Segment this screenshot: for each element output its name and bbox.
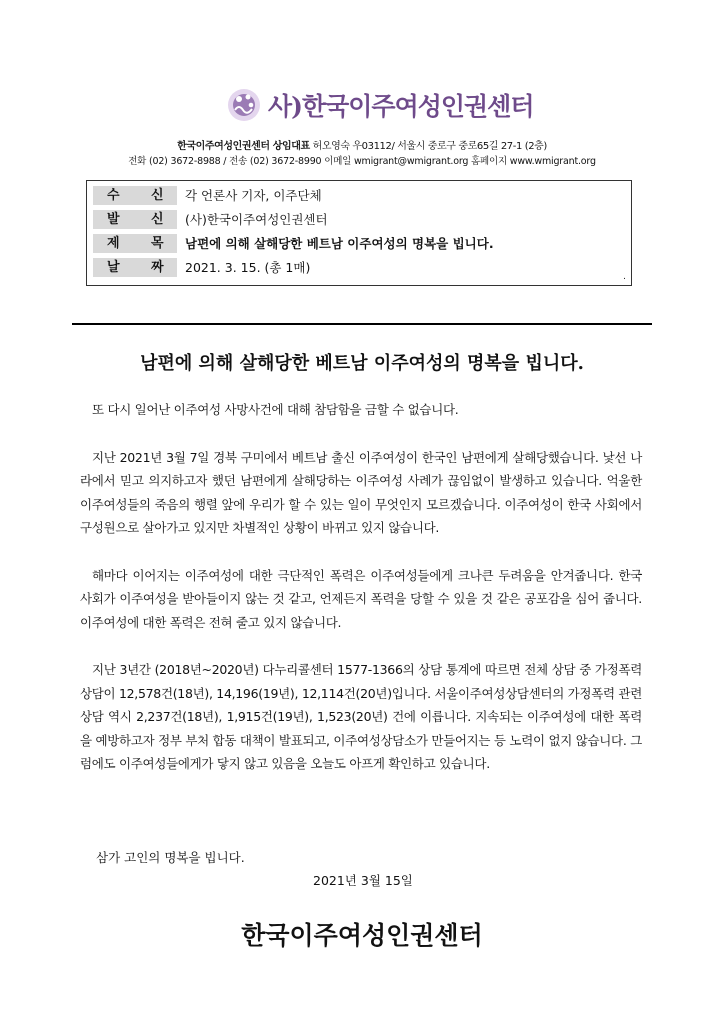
signature-organization: 한국이주여성인권센터: [241, 921, 483, 950]
letterhead: [0, 85, 724, 125]
contact-line-phone: 전화 (02) 3672-8988 / 전송 (02) 3672-8990 이메일 wmigrant@wmigrant.org 홈페이지 www.wmigrant.org: [128, 156, 596, 167]
paragraph-3: 해마다 이어지는 이주여성에 대한 극단적인 폭력은 이주여성들에게 크나큰 두려움을 안겨줍니다. 한국 사회가 이주여성을 받아들이지 않는 것 같고, 언제든지 폭력을 당할 수 있을 것 같은 공포감을 심어 줍니다. 이주여성에 대한 폭력은 전혀 줄고 있지 않습니다.: [80, 567, 642, 630]
info-label-date: 날 짜: [93, 258, 177, 277]
contact-address: 허오영숙 우03112/ 서울시 중로구 중로65길 27-1 (2층): [309, 141, 547, 152]
info-row-recipient: [93, 186, 623, 205]
paragraph-1: 또 다시 일어난 이주여성 사망사건에 대해 참담함을 금할 수 없습니다.: [92, 402, 459, 417]
info-table: [86, 180, 632, 286]
info-label-subject: 제 목: [93, 234, 177, 253]
info-value-sender: (사)한국이주여성인권센터: [185, 212, 328, 227]
contact-org-name: 한국이주여성인권센터 상임대표: [177, 141, 310, 152]
info-value-date: 2021. 3. 15. (총 1매): [185, 260, 311, 275]
info-row-subject: [93, 234, 623, 253]
contact-line-address: [0, 137, 724, 152]
document-body: [80, 398, 642, 776]
info-mark: .: [623, 272, 626, 282]
info-label-sender: 발 신: [93, 210, 177, 229]
divider-rule: [72, 323, 652, 325]
closing-remark: 삼가 고인의 명복을 빕니다.: [96, 850, 245, 865]
info-row-sender: [93, 210, 623, 229]
organization-logo-icon: [226, 88, 262, 122]
paragraph-4: 지난 3년간 (2018년~2020년) 다누리콜센터 1577-1366의 상담 통계에 따르면 전체 상담 중 가정폭력 상담이 12,578건(18년), 14,196(19년), 12,114건(20년)입니다. 서울이주여성상담센터의 가정폭력 관련 상담 역시 2,237건(18년), 1,915건(19년), 1,523(20년) 건에 이릅니다. 지속되는 이주여성에 대한 폭력을 예방하고자 정부 부처 합동 대책이 발표되고, 이주여성상담소가 만들어지는 등 노력이 없지 않습니다. 그럼에도 이주여성들에게가 닿지 않고 있음을 오늘도 아프게 확인하고 있습니다.: [80, 662, 642, 771]
document-date: 2021년 3월 15일: [313, 873, 413, 888]
organization-title: 사)한국이주여성인권센터: [268, 92, 534, 121]
info-label-recipient: 수 신: [93, 186, 177, 205]
document-title: 남편에 의해 살해당한 베트남 이주여성의 명복을 빕니다.: [140, 353, 584, 374]
info-value-recipient: 각 언론사 기자, 이주단체: [185, 188, 322, 203]
info-row-date: [93, 258, 623, 277]
info-value-subject: 남편에 의해 살해당한 베트남 이주여성의 명복을 빕니다.: [185, 236, 494, 251]
paragraph-2: 지난 2021년 3월 7일 경북 구미에서 베트남 출신 이주여성이 한국인 남편에게 살해당했습니다. 낯선 나라에서 믿고 의지하고자 했던 남편에게 살해당하는 이주여성 사례가 끊임없이 발생하고 있습니다. 억울한 이주여성들의 죽음의 행렬 앞에 우리가 할 수 있는 일이 무엇인지 모르겠습니다. 이주여성이 한국 사회에서 구성원으로 살아가고 있지만 차별적인 상황이 바뀌고 있지 않습니다.: [80, 449, 642, 535]
